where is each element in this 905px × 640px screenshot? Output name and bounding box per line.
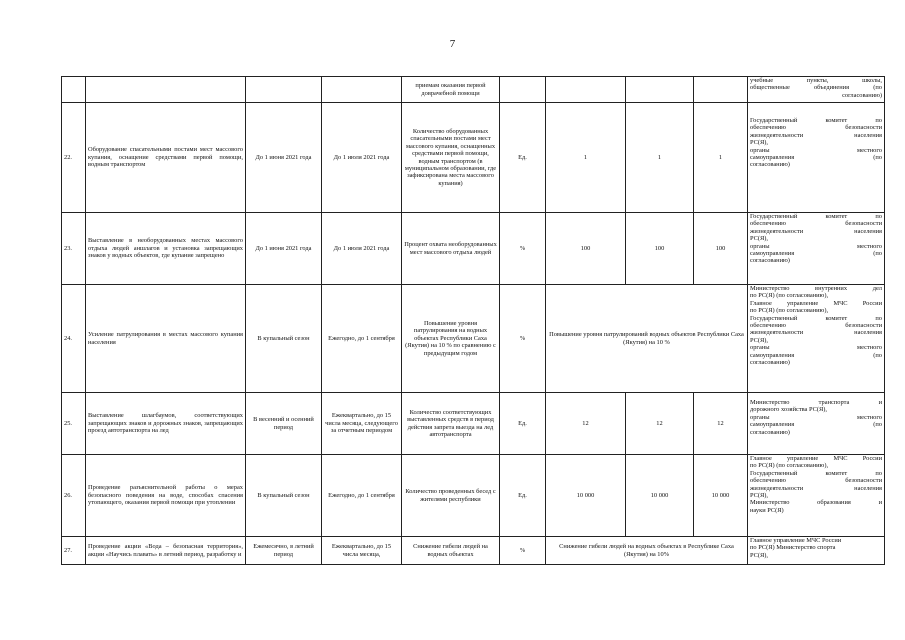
unit-cell: Ед.	[500, 455, 546, 537]
responsible-line: Государственный комитет по	[750, 469, 882, 477]
responsible-line: обеспечению безопасности	[750, 220, 882, 228]
row-number: 26.	[62, 455, 86, 537]
end-date-cell: Ежегодно, до 1 сентября	[322, 455, 402, 537]
responsible-line: жизнедеятельности населения	[750, 484, 882, 492]
end-date-cell: До 1 июля 2021 года	[322, 103, 402, 213]
action-cell: Оборудование спасательными постами мест массового купания, оснащение средствами первой помощи, водным транспортом	[86, 103, 246, 213]
table-row	[62, 285, 885, 393]
unit-cell: Ед.	[500, 393, 546, 455]
responsible-line: по РС(Я) (по согласованию),	[750, 307, 829, 315]
responsible-line: органы местного	[750, 344, 882, 352]
responsible-line: РС(Я),	[750, 551, 769, 559]
responsible-line: Главное управление МЧС России	[750, 455, 882, 462]
responsible-line: обеспечению безопасности	[750, 124, 882, 132]
value-cell: 10 000	[626, 455, 694, 537]
responsible-line: самоуправления (по	[750, 421, 882, 429]
action-cell: Усиление патрулирования в местах массового купания населения	[86, 285, 246, 393]
indicator-cell: Количество оборудованных спасательными постами мест массового купания, оснащенных средствами первой помощи, водным транспортом (в муниципальном образовании, где зафиксирована места массового купания)	[402, 103, 500, 213]
value-cell: 1	[694, 103, 748, 213]
responsible-line: жизнедеятельности населения	[750, 329, 882, 337]
unit-cell: %	[500, 285, 546, 393]
value-cell: 1	[626, 103, 694, 213]
responsible-line: РС(Я),	[750, 336, 769, 344]
action-cell: Проведение разъяснительной работы о мерах безопасного поведения на воде, способах спасения утопающего, оказания первой помощи при утоплении	[86, 455, 246, 537]
responsible-line: РС(Я),	[750, 235, 769, 243]
responsible-line: согласованию)	[750, 257, 790, 265]
table-row	[62, 103, 885, 213]
value-cell: 10 000	[694, 455, 748, 537]
responsible-line: по РС(Я) (по согласованию),	[750, 462, 829, 470]
start-date-cell: В весенний и осенний период	[246, 393, 322, 455]
start-date-cell: В купальный сезон	[246, 455, 322, 537]
responsible-cell	[748, 393, 885, 455]
merged-value-cell: Повышение уровня патрулирований водных объектов Республики Саха (Якутия) на 10 %	[546, 285, 748, 393]
indicator-cell: Процент охвата необорудованных мест массового отдыха людей	[402, 213, 500, 285]
responsible-cell	[748, 213, 885, 285]
responsible-line: согласованию)	[842, 91, 882, 99]
table-row	[62, 213, 885, 285]
start-date-cell: В купальный сезон	[246, 285, 322, 393]
responsible-line: жизнедеятельности населения	[750, 131, 882, 139]
action-cell: Выставление шлагбаумов, соответствующих запрещающих знаков и дорожных знаков, запрещающих проезд автотранспорта на лед	[86, 393, 246, 455]
responsible-line: Министерство внутренних дел	[750, 285, 882, 292]
end-date-cell: Ежеквартально, до 15 числа месяца, следующего за отчетным периодом	[322, 393, 402, 455]
end-date-cell	[322, 77, 402, 103]
row-number: 27.	[62, 537, 86, 565]
end-date-cell: До 1 июля 2021 года	[322, 213, 402, 285]
value-cell: 100	[546, 213, 626, 285]
value-cell: 12	[626, 393, 694, 455]
start-date-cell: До 1 июня 2021 года	[246, 213, 322, 285]
responsible-line: органы местного	[750, 146, 882, 154]
responsible-line: общественные объединения (по	[750, 84, 882, 92]
value-cell	[626, 77, 694, 103]
table-row	[62, 455, 885, 537]
responsible-cell	[748, 455, 885, 537]
value-cell: 12	[694, 393, 748, 455]
start-date-cell	[246, 77, 322, 103]
responsible-line: дорожного хозяйства РС(Я),	[750, 406, 828, 414]
responsible-line: Министерство транспорта и	[750, 399, 882, 406]
responsible-cell	[748, 285, 885, 393]
responsible-line: Государственный комитет по	[750, 213, 882, 220]
responsible-line: Государственный комитет по	[750, 117, 882, 124]
responsible-line: согласованию)	[750, 428, 790, 436]
responsible-cell	[748, 103, 885, 213]
responsible-line: науки РС(Я)	[750, 506, 784, 514]
responsible-line: самоуправления (по	[750, 250, 882, 258]
value-cell: 100	[694, 213, 748, 285]
value-cell: 12	[546, 393, 626, 455]
end-date-cell: Ежегодно, до 1 сентября	[322, 285, 402, 393]
responsible-line: жизнедеятельности населения	[750, 227, 882, 235]
responsible-line: Министерство образования и	[750, 499, 882, 507]
unit-cell: %	[500, 213, 546, 285]
merged-value-cell: Снижение гибели людей на водных объектах в Республике Саха (Якутия) на 10%	[546, 537, 748, 565]
indicator-cell: Количество проведенных бесед с жителями республики	[402, 455, 500, 537]
responsible-line: Главное управление МЧС России	[750, 299, 882, 307]
indicator-cell: Снижение гибели людей на водных объектах	[402, 537, 500, 565]
unit-cell: Ед.	[500, 103, 546, 213]
row-number	[62, 77, 86, 103]
table-row	[62, 77, 885, 103]
action-cell: Выставление в необорудованных местах массового отдыха людей аншлагов и установка запрещающих знаков у водных объектов, где купание запрещено	[86, 213, 246, 285]
indicator-cell: Повышение уровня патрулирования на водных объектах Республики Саха (Якутия) на 10 % по сравнению с предыдущим годом	[402, 285, 500, 393]
responsible-line: по РС(Я) Министерство спорта	[750, 544, 836, 552]
value-cell	[694, 77, 748, 103]
responsible-line: согласованию)	[750, 161, 790, 169]
row-number: 25.	[62, 393, 86, 455]
unit-cell: %	[500, 537, 546, 565]
action-cell	[86, 77, 246, 103]
indicator-cell: приемам оказания первой доврачебной помощи	[402, 77, 500, 103]
responsible-line: учебные пункты, школы,	[750, 77, 882, 84]
responsible-line: обеспечению безопасности	[750, 477, 882, 485]
responsible-cell	[748, 77, 885, 103]
responsible-line: органы местного	[750, 242, 882, 250]
indicator-cell: Количество соответствующих выставленных средств в период действия запрета выезда на лед автотранспорта	[402, 393, 500, 455]
start-date-cell: Ежемесячно, в летний период	[246, 537, 322, 565]
page-number: 7	[449, 38, 456, 50]
table-row	[62, 537, 885, 565]
row-number: 22.	[62, 103, 86, 213]
value-cell: 10 000	[546, 455, 626, 537]
responsible-cell	[748, 537, 885, 565]
responsible-line: Главное управление МЧС России	[750, 537, 842, 544]
responsible-line: согласованию)	[750, 359, 790, 367]
value-cell	[546, 77, 626, 103]
unit-cell	[500, 77, 546, 103]
responsible-line: органы местного	[750, 413, 882, 421]
row-number: 24.	[62, 285, 86, 393]
responsible-line: самоуправления (по	[750, 351, 882, 359]
value-cell: 100	[626, 213, 694, 285]
start-date-cell: До 1 июня 2021 года	[246, 103, 322, 213]
table-row	[62, 393, 885, 455]
measures-table	[61, 76, 885, 565]
responsible-line: Государственный комитет по	[750, 314, 882, 322]
end-date-cell: Ежеквартально, до 15 числа месяца,	[322, 537, 402, 565]
action-cell: Проведение акции «Вода – безопасная территория», акции «Научись плавать» в летний период, разработку и	[86, 537, 246, 565]
responsible-line: самоуправления (по	[750, 154, 882, 162]
responsible-line: по РС(Я) (по согласованию),	[750, 292, 829, 300]
responsible-line: РС(Я),	[750, 492, 769, 500]
row-number: 23.	[62, 213, 86, 285]
responsible-line: обеспечению безопасности	[750, 322, 882, 330]
value-cell: 1	[546, 103, 626, 213]
responsible-line: РС(Я),	[750, 139, 769, 147]
